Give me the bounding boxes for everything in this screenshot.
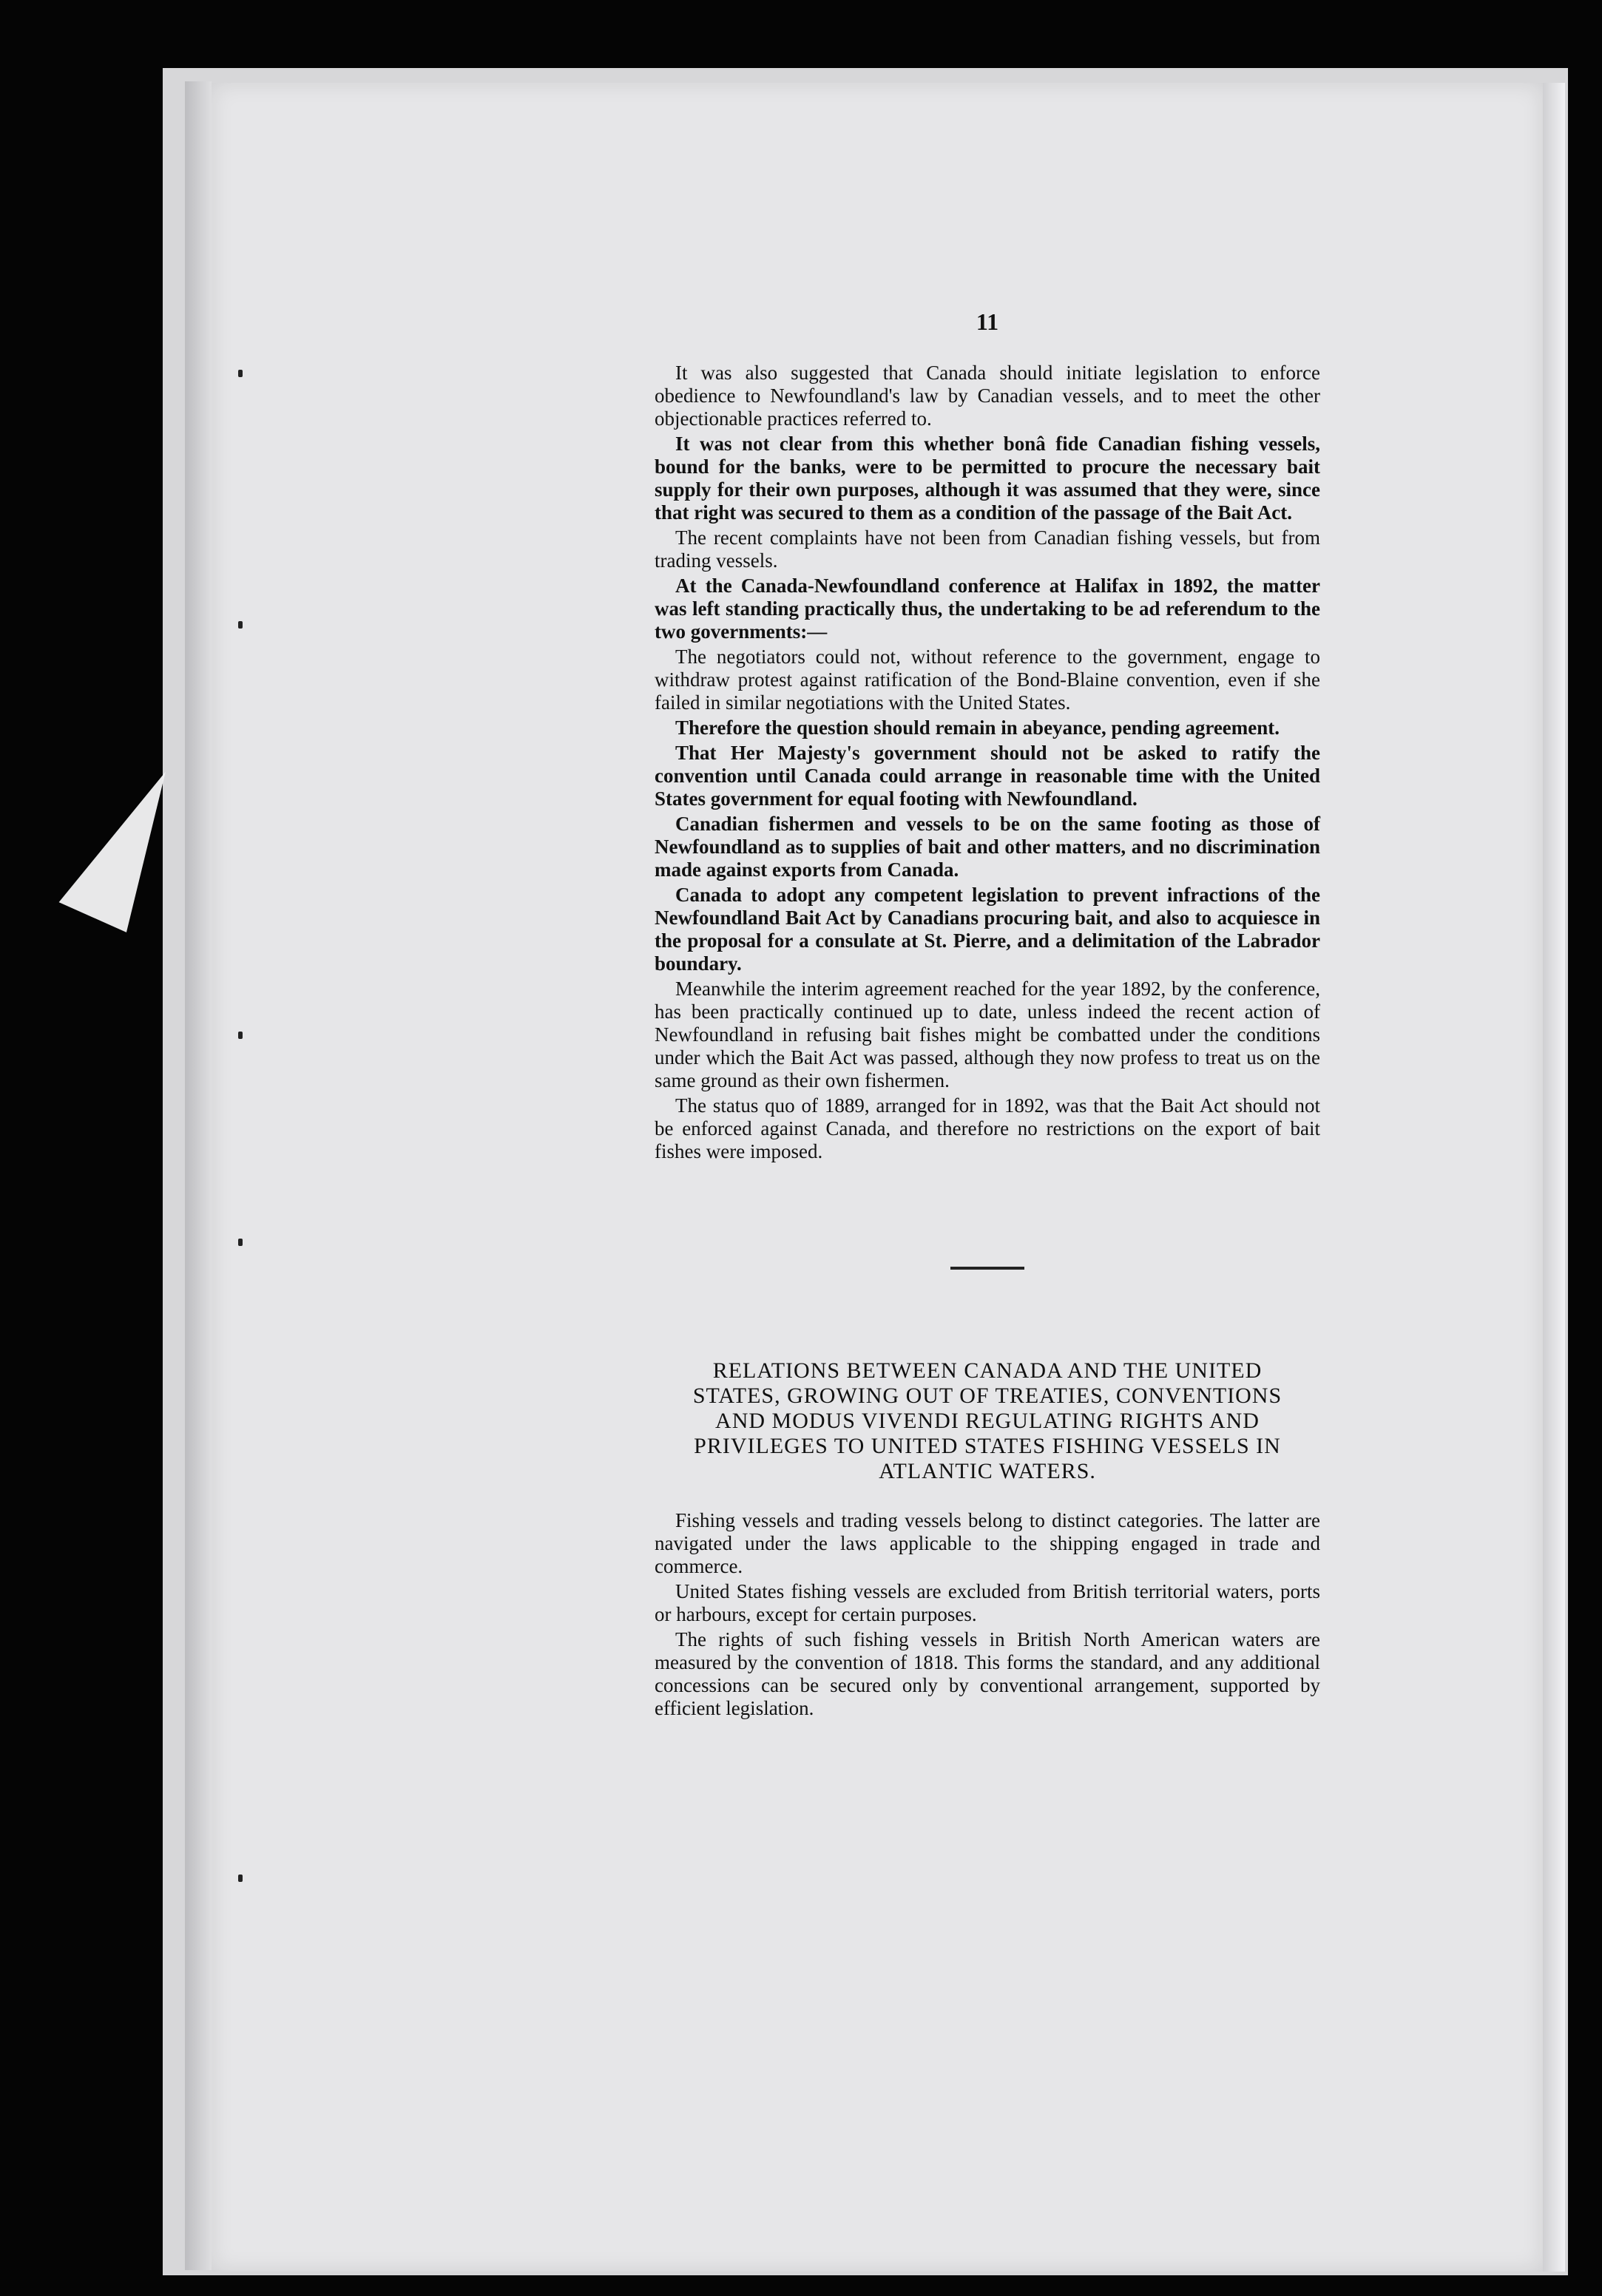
margin-mark: [238, 1875, 243, 1882]
margin-mark: [238, 370, 243, 377]
margin-mark: [238, 1032, 243, 1039]
paragraph: Therefore the question should remain in abeyance, pending agreement.: [675, 717, 1280, 739]
paragraph: The status quo of 1889, arranged for in 1892, was that the Bait Act should not be enforced against Canada, and therefore no restrictions on the export of bait fishes were imposed.: [655, 1094, 1320, 1162]
paragraph: At the Canada-Newfoundland conference at Halifax in 1892, the matter was left standing practically thus, the undertaking to be ad referendum to the two governments:—: [655, 575, 1320, 643]
paragraph: The recent complaints have not been from Canadian fishing vessels, but from trading vessels.: [655, 526, 1320, 572]
paragraph: It was not clear from this whether bonâ fide Canadian fishing vessels, bound for the banks, were to be permitted to procure the necessary bait supply for their own purposes, although it was assumed that they were, since that right was secured to them as a condition of the passage of the Bait Act.: [655, 433, 1320, 524]
section-divider: [950, 1267, 1024, 1270]
page-right-edge: [1543, 83, 1565, 2272]
paragraph: United States fishing vessels are excluded from British territorial waters, ports or harbours, except for certain purposes.: [655, 1580, 1320, 1625]
margin-mark: [238, 1239, 243, 1246]
margin-mark: [238, 621, 243, 629]
paragraph: The negotiators could not, without reference to the government, engage to withdraw protest against ratification of the Bond-Blaine convention, even if she failed in similar negotiations with the United States.: [655, 646, 1320, 714]
body-text-top: [655, 362, 1320, 1163]
page-left-edge: [185, 81, 212, 2270]
paragraph: That Her Majesty's government should not be asked to ratify the convention until Canada could arrange in reasonable time with the United States government for equal footing with Newfoundland.: [655, 742, 1320, 810]
paragraph: Canadian fishermen and vessels to be on the same footing as those of Newfoundland as to supplies of bait and other matters, and no discrimination made against exports from Canada.: [655, 813, 1320, 881]
body-text-bottom: [655, 1509, 1320, 1720]
paragraph: Canada to adopt any competent legislation to prevent infractions of the Newfoundland Bait Act by Canadians procuring bait, and also to acquiesce in the proposal for a consulate at St. Pierre, and a delimitation of the Labrador boundary.: [655, 884, 1320, 975]
paragraph: Fishing vessels and trading vessels belong to distinct categories. The latter are navigated under the laws applicable to the shipping engaged in trade and commerce.: [655, 1509, 1320, 1577]
paragraph: Meanwhile the interim agreement reached for the year 1892, by the conference, has been practically continued up to date, unless indeed the recent action of Newfoundland in refusing bait fishes might be combatted under the conditions under which the Bait Act was passed, although they now profess to treat us on the same ground as their own fishermen.: [655, 978, 1320, 1091]
page-content: [655, 308, 1320, 1722]
paragraph: It was also suggested that Canada should initiate legislation to enforce obedience to Newfoundland's law by Canadian vessels, and to meet the other objectionable practices referred to.: [655, 362, 1320, 430]
page-number: 11: [976, 308, 999, 335]
paragraph: The rights of such fishing vessels in British North American waters are measured by the convention of 1818. This forms the standard, and any additional concessions can be secured only by conventional arrangement, supported by efficient legislation.: [655, 1628, 1320, 1719]
section-heading: RELATIONS BETWEEN CANADA AND THE UNITED STATES, GROWING OUT OF TREATIES, CONVENTIONS AND MODUS VIVENDI REGULATING RIGHTS AND PRIVILEGES TO UNITED STATES FISHING VESSELS IN ATLANTIC WATERS.: [692, 1358, 1282, 1483]
